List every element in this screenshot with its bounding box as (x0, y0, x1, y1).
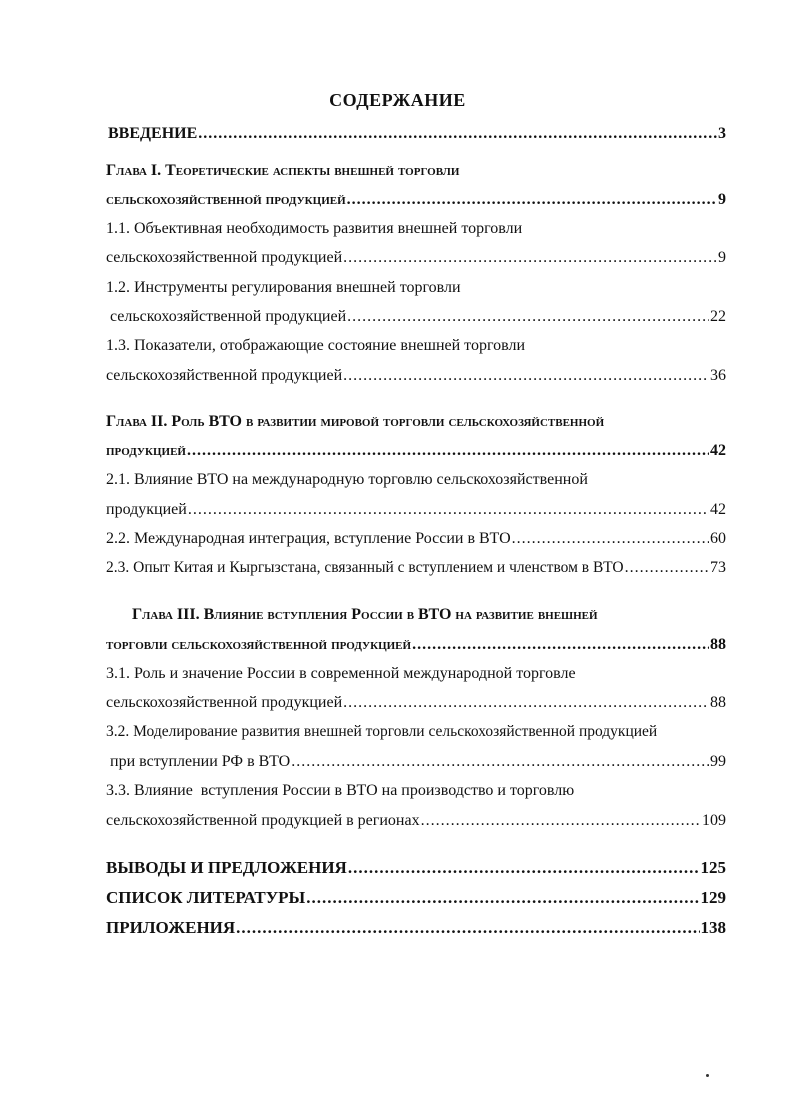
dot-leader (348, 858, 700, 878)
dot-leader (343, 693, 709, 713)
scan-speck (706, 1074, 709, 1077)
toc-page-number: 88 (710, 694, 726, 711)
toc-section-3-1-heading[interactable]: 3.1. Роль и значение России в современной международной торговле (106, 665, 576, 682)
toc-label: 2.3. Опыт Китая и Кыргызстана, связанный с вступлением и членством в ВТО (106, 559, 624, 576)
toc-entry-section-3-1[interactable] (106, 693, 726, 713)
toc-page-number: 99 (710, 753, 726, 770)
toc-page-number: 42 (710, 442, 726, 459)
toc-entry-chapter-1[interactable] (106, 190, 726, 210)
toc-label: ПРИЛОЖЕНИЯ (106, 918, 236, 937)
dot-leader (187, 441, 709, 461)
toc-section-1-1-heading[interactable]: 1.1. Объективная необходимость развития внешней торговли (106, 220, 523, 237)
toc-page-number: 9 (718, 191, 726, 208)
toc-section-3-3-heading[interactable]: 3.3. Влияние вступления России в ВТО на производство и торговлю (106, 782, 575, 799)
dot-leader (347, 307, 709, 327)
toc-entry-appendices[interactable] (106, 918, 726, 938)
dot-leader (291, 752, 709, 772)
toc-chapter-3-heading[interactable]: Глава III. Влияние вступления России в ВТО на развитие внешней (132, 606, 598, 623)
toc-label: сельскохозяйственной продукцией (110, 308, 347, 325)
toc-label: сельскохозяйственной продукцией (106, 367, 343, 384)
dot-leader (306, 888, 699, 908)
page-title: СОДЕРЖАНИЕ (329, 90, 466, 110)
toc-label: сельскохозяйственной продукцией (106, 191, 346, 208)
toc-entry-section-3-3[interactable] (106, 811, 726, 831)
dot-leader (347, 190, 717, 210)
toc-label: сельскохозяйственной продукцией (106, 694, 343, 711)
toc-page-number: 129 (700, 888, 726, 907)
toc-entry-section-3-2[interactable] (110, 752, 726, 772)
toc-entry-section-1-1[interactable] (106, 248, 726, 268)
toc-entry-chapter-3[interactable] (106, 635, 726, 655)
toc-page-number: 73 (710, 559, 726, 576)
dot-leader (512, 529, 709, 549)
toc-entry-intro[interactable] (108, 124, 726, 144)
toc-entry-section-2-3[interactable] (106, 558, 726, 578)
toc-entry-conclusions[interactable] (106, 858, 726, 878)
toc-page-number: 60 (710, 530, 726, 547)
toc-entry-section-1-2[interactable] (110, 307, 726, 327)
dot-leader (421, 811, 701, 831)
dot-leader (198, 124, 717, 144)
toc-label: ВВЕДЕНИЕ (108, 125, 198, 142)
toc-label: продукцией (106, 442, 186, 459)
toc-label: сельскохозяйственной продукцией в регионах (106, 812, 420, 829)
toc-page-number: 88 (710, 636, 726, 653)
toc-label: СПИСОК ЛИТЕРАТУРЫ (106, 888, 306, 907)
toc-section-3-2-heading[interactable]: 3.2. Моделирование развития внешней торговли сельскохозяйственной продукцией (106, 723, 658, 740)
toc-entry-section-1-3[interactable] (106, 366, 726, 386)
toc-label: продукцией (106, 501, 187, 518)
toc-entry-section-2-1[interactable] (106, 500, 726, 520)
toc-section-1-3-heading[interactable]: 1.3. Показатели, отображающие состояние внешней торговли (106, 337, 526, 354)
toc-page-number: 3 (718, 125, 726, 142)
toc-page-number: 22 (710, 308, 726, 325)
dot-leader (412, 635, 709, 655)
toc-entry-section-2-2[interactable] (106, 529, 726, 549)
toc-section-2-1-heading[interactable]: 2.1. Влияние ВТО на международную торговлю сельскохозяйственной (106, 471, 588, 488)
dot-leader (188, 500, 709, 520)
dot-leader (236, 918, 699, 938)
toc-label: торговли сельскохозяйственной продукцией (106, 636, 412, 653)
toc-label: 2.2. Международная интеграция, вступление России в ВТО (106, 530, 511, 547)
toc-page-number: 138 (700, 918, 726, 937)
toc-page-number: 125 (700, 858, 726, 877)
toc-label: при вступлении РФ в ВТО (110, 753, 291, 770)
dot-leader (343, 366, 709, 386)
toc-page-number: 42 (710, 501, 726, 518)
toc-page-number: 109 (702, 812, 726, 829)
toc-section-1-2-heading[interactable]: 1.2. Инструменты регулирования внешней торговли (106, 279, 461, 296)
toc-label: ВЫВОДЫ И ПРЕДЛОЖЕНИЯ (106, 858, 347, 877)
toc-entry-chapter-2[interactable] (106, 441, 726, 461)
toc-label: сельскохозяйственной продукцией (106, 249, 343, 266)
toc-page-number: 36 (710, 367, 726, 384)
toc-page-number: 9 (718, 249, 726, 266)
dot-leader (343, 248, 717, 268)
toc-chapter-1-heading[interactable]: Глава I. Теоретические аспекты внешней торговли (106, 162, 460, 179)
toc-entry-references[interactable] (106, 888, 726, 908)
toc-chapter-2-heading[interactable]: Глава II. Роль ВТО в развитии мировой торговли сельскохозяйственной (106, 413, 605, 430)
dot-leader (625, 558, 709, 578)
